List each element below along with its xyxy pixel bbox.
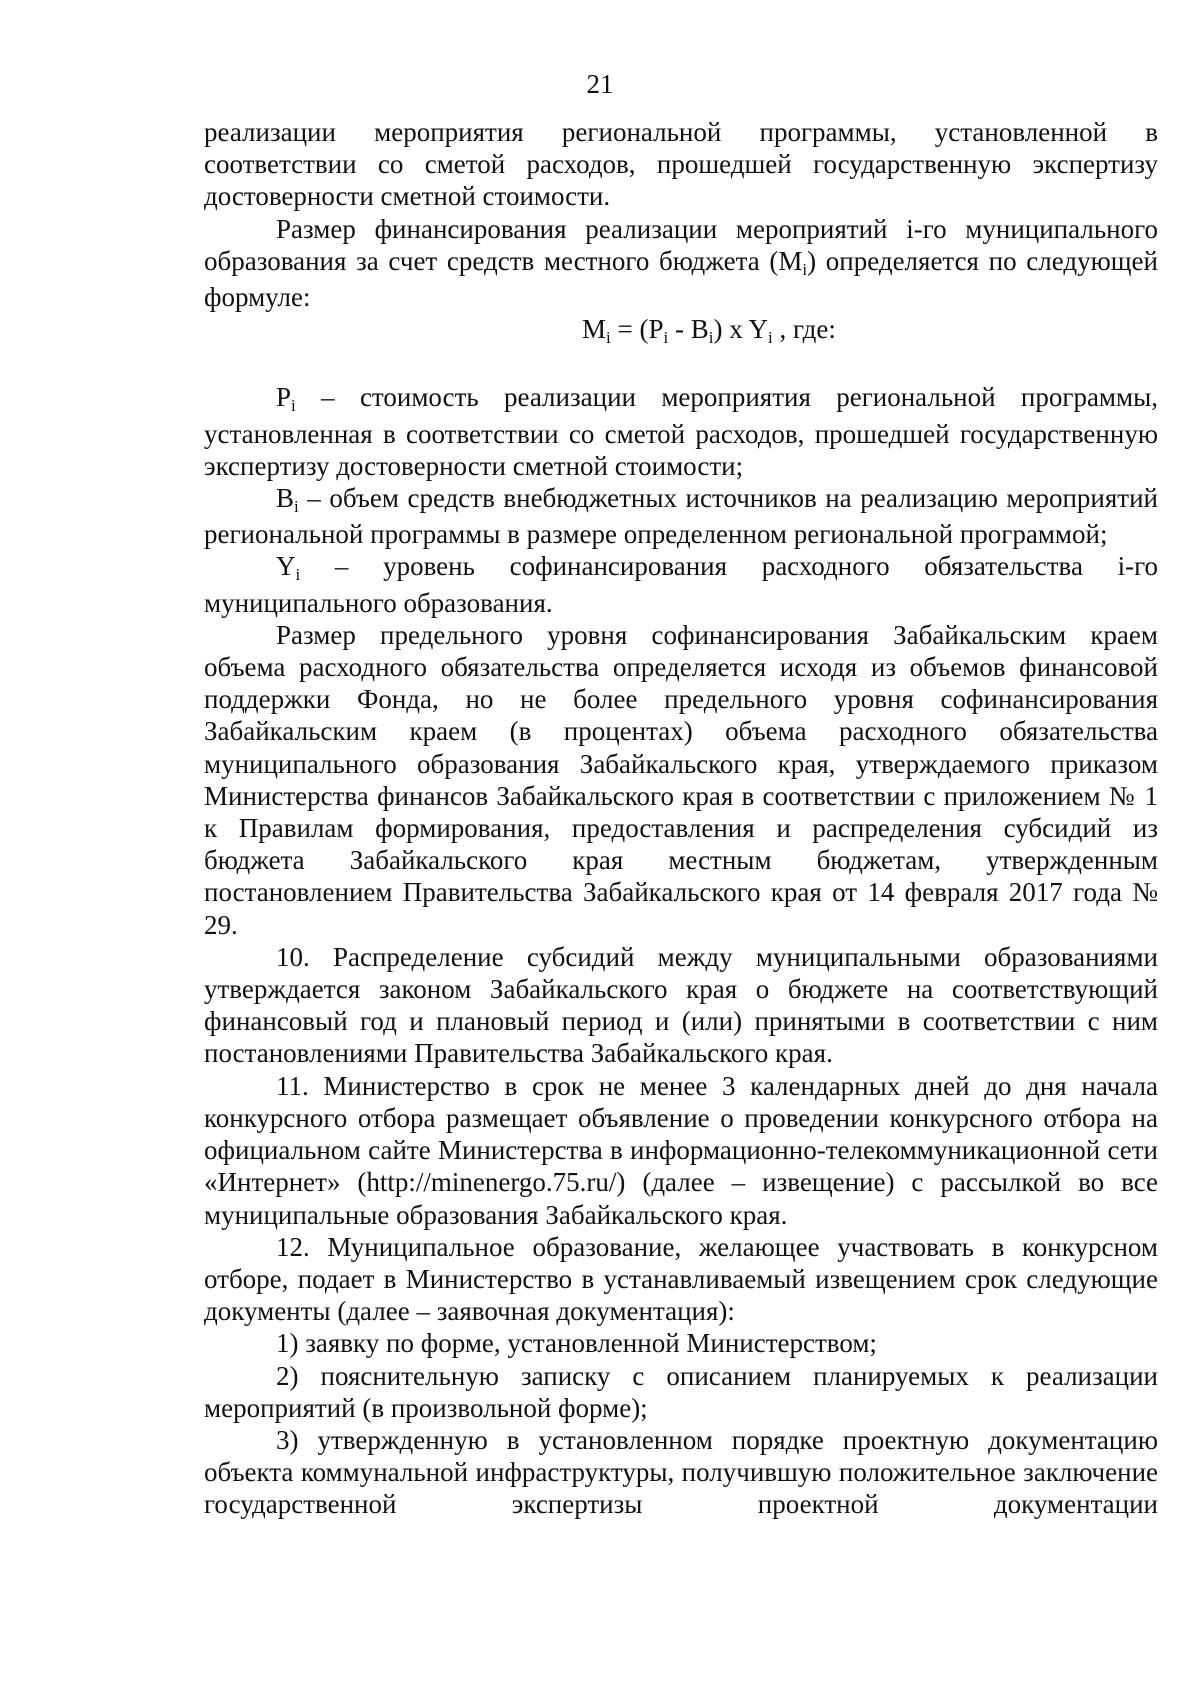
formula-part: - B — [668, 314, 709, 345]
formula — [204, 313, 1158, 349]
paragraph-item-11: 11. Министерство в срок не менее 3 календарных дней до дня начала конкурсного отбора размещает объявление о проведении конкурсного отбора на официальном сайте Министерства в информационно-телекоммуникационной сети «Интернет» (http://minenergo.75.ru/) (далее – извещение) с рассылкой во все муниципальные образования Забайкальского края. — [204, 1070, 1158, 1230]
list-item-2: 2) пояснительную записку с описанием планируемых к реализации мероприятий (в произвольной форме); — [204, 1360, 1158, 1423]
paragraph-text: ) определяется по следующей формуле: — [204, 245, 1158, 313]
list-item-1: 1) заявку по форме, установленной Министерством; — [276, 1328, 877, 1359]
definition-text: – уровень софинансирования расходного обязательства i-го муниципального образования. — [204, 551, 1158, 618]
formula-part: M — [582, 314, 607, 345]
formula-part: = (P — [610, 314, 664, 345]
subscript: i — [708, 328, 714, 348]
definition-b — [204, 482, 1158, 550]
paragraph-continuation: реализации мероприятия региональной программы, установленной в соответствии со сметой расходов, прошедшей государственную экспертизу достоверности сметной стоимости. — [204, 117, 1158, 212]
page-number: 21 — [586, 69, 614, 99]
subscript: i — [295, 565, 301, 585]
subscript: i — [663, 328, 669, 348]
paragraph-financing-size — [204, 213, 1158, 314]
formula-part: , где: — [772, 314, 836, 345]
paragraph-text: Размер финансирования реализации мероприятий i-го муниципального образования за счет средств местного бюджета (M — [204, 213, 1158, 276]
variable: B — [276, 483, 295, 514]
subscript: i — [767, 328, 773, 348]
subscript: i — [294, 497, 299, 517]
paragraph-item-12: 12. Муниципальное образование, желающее участвовать в конкурсном отборе, подает в Министерство в устанавливаемый извещением срок следующие документы (далее – заявочная документация): — [204, 1231, 1158, 1327]
document-body — [204, 116, 1158, 1521]
definition-text: – стоимость реализации мероприятия региональной программы, установленная в соответствии со сметой расходов, прошедшей государственную экспертизу достоверности сметной стоимости; — [204, 382, 1158, 481]
list-item-3: 3) утвержденную в установленном порядке проектную документацию объекта коммунальной инфраструктуры, получившую положительное заключение государственной экспертизы проектной документации — [204, 1424, 1158, 1520]
paragraph-cofinancing-limit: Размер предельного уровня софинансирования Забайкальским краем объема расходного обязательства определяется исходя из объемов финансовой поддержки Фонда, но не более предельного уровня софинансирования Забайкальским краем (в процентах) объема расходного обязательства муниципального образования Забайкальского края, утверждаемого приказом Министерства финансов Забайкальского края в соответствии с приложением № 1 к Правилам формирования, предоставления и распределения субсидий из бюджета Забайкальского края местным бюджетам, утвержденным постановлением Правительства Забайкальского края от 14 февраля 2017 года № 29. — [204, 619, 1158, 940]
definition-text: – объем средств внебюджетных источников на реализацию мероприятий региональной программы в размере определенном региональной программой; — [204, 483, 1158, 550]
subscript: i — [802, 259, 808, 279]
variable: P — [276, 382, 292, 413]
variable: Y — [276, 551, 296, 582]
subscript: i — [291, 396, 296, 416]
subscript: i — [606, 328, 611, 348]
definition-y — [204, 550, 1158, 618]
paragraph-item-10: 10. Распределение субсидий между муниципальными образованиями утверждается законом Забайкальского края о бюджете на соответствующий финансовый год и плановый период и (или) принятыми в соответствии с ним постановлениями Правительства Забайкальского края. — [204, 941, 1158, 1069]
formula-part: ) x Y — [713, 314, 768, 345]
definition-p — [204, 381, 1158, 482]
